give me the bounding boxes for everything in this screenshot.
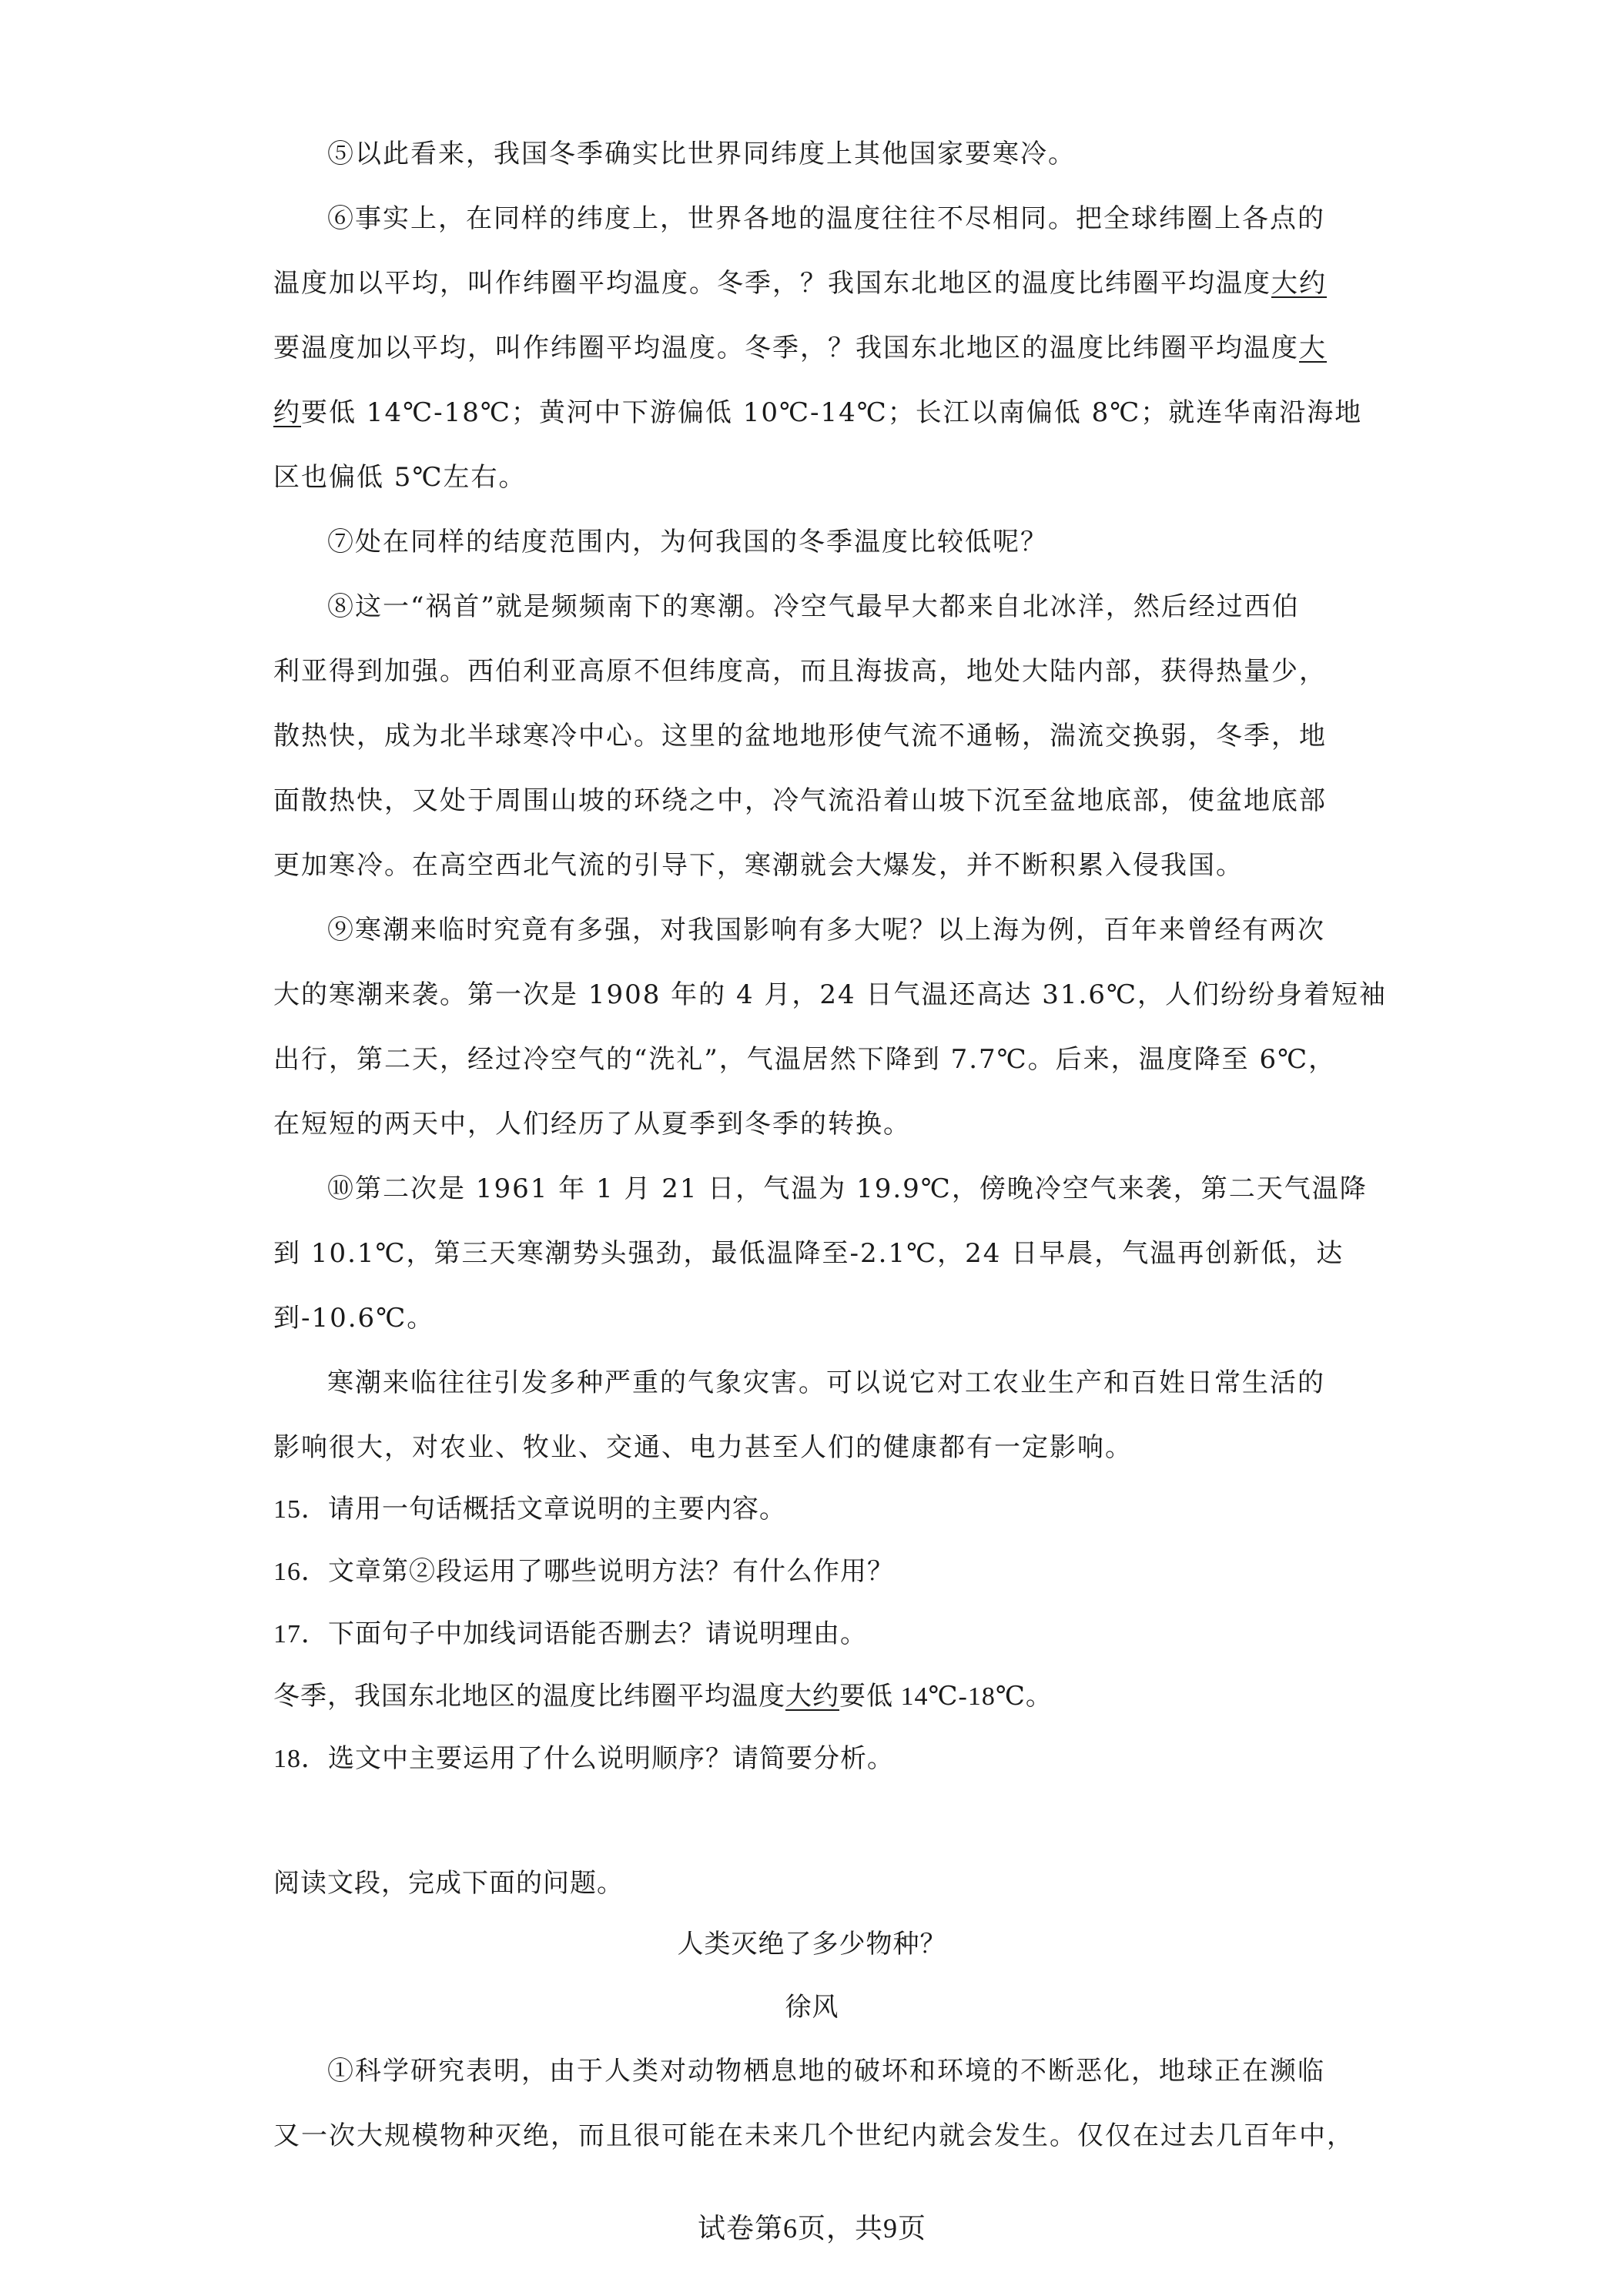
- text-segment: 人类灭绝了多少物种？: [677, 1930, 947, 1959]
- text-segment: 冬季，我国东北地区的温度比纬圈平均温度: [273, 1682, 785, 1711]
- text-segment: 在短短的两天中，人们经历了从夏季到冬季的转换。: [273, 1109, 911, 1140]
- article-paragraph-1-line: [327, 2053, 1351, 2090]
- paragraph-7: [327, 524, 1351, 561]
- paragraph-8-line: [273, 782, 1351, 819]
- paragraph-6-line: [273, 459, 1351, 496]
- text-segment: 阅读文段，完成下面的问题。: [273, 1869, 624, 1898]
- text-segment: 要温度加以平均，叫作纬圈平均温度。冬季，？我国东北地区的温度比纬圈平均温度: [273, 333, 1299, 363]
- paragraph-8-line: [273, 653, 1351, 690]
- text-segment: 散热快，成为北半球寒冷中心。这里的盆地地形使气流不通畅，湍流交换弱，冬季，地: [273, 721, 1327, 751]
- text-segment: 17．下面句子中加线词语能否删去？请说明理由。: [273, 1620, 867, 1648]
- article-paragraph-1-line: [273, 2117, 1354, 2154]
- page-footer: 试卷第6页，共9页: [697, 2213, 926, 2244]
- text-segment: 温度加以平均，叫作纬圈平均温度。冬季，？我国东北地区的温度比纬圈平均温度: [273, 268, 1271, 299]
- text-segment: 到 10.1℃，第三天寒潮势头强劲，最低温降至-2.1℃，24 日早晨，气温再创新低，达: [273, 1238, 1344, 1269]
- paragraph-9-line: [273, 1106, 1351, 1143]
- question-15: [273, 1491, 1351, 1528]
- text-segment: ①科学研究表明，由于人类对动物栖息地的破坏和环境的不断恶化，地球正在濒临: [327, 2056, 1325, 2087]
- reading-instruction: [273, 1866, 1351, 1903]
- question-17-sentence: [273, 1678, 1351, 1715]
- text-segment: ⑦处在同样的结度范围内，为何我国的冬季温度比较低呢？: [327, 527, 1048, 557]
- question-18: [273, 1741, 1351, 1778]
- text-segment: 出行，第二天，经过冷空气的“洗礼”，气温居然下降到 7.7℃。后来，温度降至 6℃，: [273, 1044, 1337, 1075]
- text-segment: 更加寒冷。在高空西北气流的引导下，寒潮就会大爆发，并不断积累入侵我国。: [273, 850, 1244, 881]
- text-segment: ⑨寒潮来临时究竟有多强，对我国影响有多大呢？以上海为例，百年来曾经有两次: [327, 915, 1325, 946]
- text-segment: 又一次大规模物种灭绝，而且很可能在未来几个世纪内就会发生。仅仅在过去几百年中，: [273, 2120, 1354, 2151]
- text-segment: ⑩第二次是 1961 年 1 月 21 日，气温为 19.9℃，傍晚冷空气来袭，第二天气温降: [327, 1173, 1368, 1204]
- text-segment: 徐风: [785, 1993, 839, 2022]
- underlined-term: 约: [273, 397, 301, 428]
- paragraph-9-line: [273, 1041, 1351, 1078]
- paragraph-5: [327, 136, 1351, 172]
- text-segment: 寒潮来临往往引发多种严重的气象灾害。可以说它对工农业生产和百姓日常生活的: [327, 1367, 1325, 1398]
- text-segment: ⑤以此看来，我国冬季确实比世界同纬度上其他国家要寒冷。: [327, 139, 1076, 169]
- question-16: [273, 1554, 1351, 1591]
- text-segment: 18．选文中主要运用了什么说明顺序？请简要分析。: [273, 1745, 894, 1773]
- paragraph-8-line: [327, 588, 1351, 625]
- text-segment: ⑥事实上，在同样的纬度上，世界各地的温度往往不尽相同。把全球纬圈上各点的: [327, 203, 1325, 234]
- text-segment: 利亚得到加强。西伯利亚高原不但纬度高，而且海拔高，地处大陆内部，获得热量少，: [273, 656, 1327, 687]
- text-segment: 大的寒潮来袭。第一次是 1908 年的 4 月，24 日气温还高达 31.6℃，人们纷纷身着短袖: [273, 979, 1388, 1010]
- text-segment: 16．文章第②段运用了哪些说明方法？有什么作用？: [273, 1558, 894, 1586]
- paragraph-8-line: [273, 718, 1351, 755]
- text-segment: 影响很大，对农业、牧业、交通、电力甚至人们的健康都有一定影响。: [273, 1432, 1133, 1463]
- paragraph-11-line: [327, 1364, 1351, 1401]
- paragraph-6-line: [327, 200, 1351, 237]
- text-segment: 面散热快，又处于周围山坡的环绕之中，冷气流沿着山坡下沉至盆地底部，使盆地底部: [273, 785, 1327, 816]
- question-17: [273, 1616, 1351, 1653]
- text-segment: 要低 14℃-18℃。: [839, 1682, 1053, 1711]
- text-segment: ⑧这一“祸首”就是频频南下的寒潮。冷空气最早大都来自北冰洋，然后经过西伯: [327, 591, 1300, 622]
- paragraph-10-line: [273, 1300, 1351, 1337]
- text-segment: 要低 14℃-18℃；黄河中下游偏低 10℃-14℃；长江以南偏低 8℃；就连华南沿海地: [301, 397, 1363, 428]
- paragraph-10-line: [273, 1235, 1351, 1272]
- paragraph-8-line: [273, 847, 1351, 884]
- paragraph-9-line: [327, 912, 1351, 949]
- paragraph-6-line: [273, 330, 1351, 366]
- article-author: [0, 1990, 1624, 2027]
- text-segment: 15．请用一句话概括文章说明的主要内容。: [273, 1495, 786, 1524]
- paragraph-11-line: [273, 1429, 1351, 1466]
- underlined-term: 大约: [1271, 268, 1327, 299]
- article-title: [0, 1926, 1624, 1963]
- text-segment: 到-10.6℃。: [273, 1303, 435, 1334]
- text-segment: 区也偏低 5℃左右。: [273, 462, 527, 493]
- paragraph-9-line: [273, 976, 1388, 1013]
- paragraph-6-line: [273, 394, 1363, 431]
- underlined-term: 大约: [785, 1682, 839, 1711]
- paragraph-10-line: [327, 1170, 1368, 1207]
- paragraph-6-line: [273, 265, 1351, 302]
- underlined-term: 大: [1299, 333, 1327, 363]
